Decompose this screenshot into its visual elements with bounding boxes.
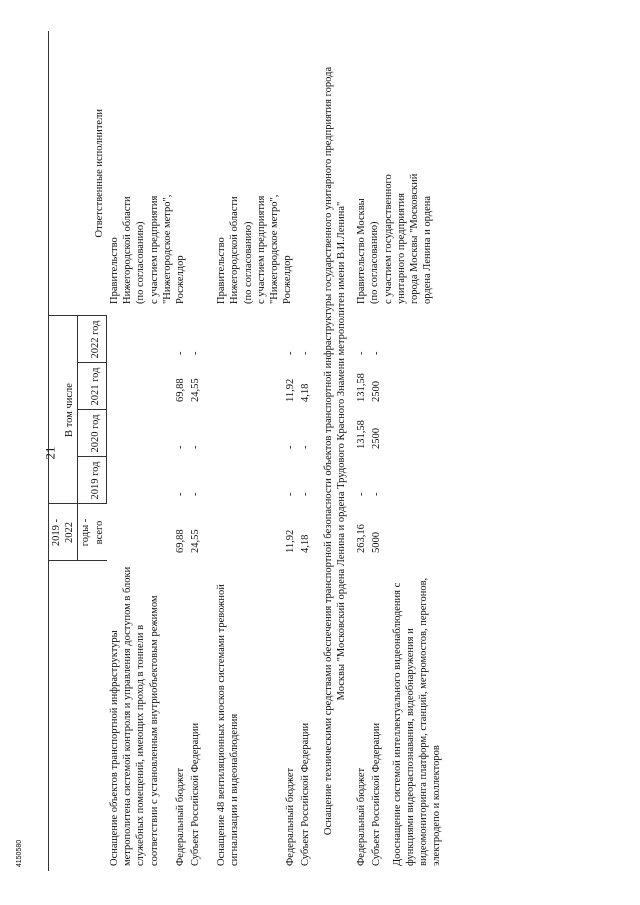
responsible-line: Правительство Москвы (356, 198, 368, 304)
value-2022: - (300, 351, 312, 355)
budget-label: Федеральный бюджет (356, 767, 368, 866)
responsible-line: ордена Ленина и ордена (422, 195, 434, 304)
responsible-line: города Москвы "Московский (408, 173, 420, 304)
responsible-line: с участием государственного (382, 174, 394, 304)
value-2019: - (356, 492, 368, 496)
activity-title: Оснащение 48 вентиляционных киосков системами тревожной сигнализации и видеонаблюдения (216, 584, 241, 866)
responsible-line: с участием предприятия (255, 195, 267, 304)
value-2021: 11,92 (285, 378, 297, 402)
table-row (203, 31, 272, 871)
header-year-2019: 2019 год (78, 457, 103, 504)
responsible-line: Правительство (108, 237, 120, 304)
budget-label: Субъект Российской Федерации (300, 722, 312, 866)
header-year-2022: 2022 год (78, 316, 103, 363)
header-period: 2019 - 2022 (49, 504, 78, 561)
value-2020: - (174, 445, 186, 449)
value-2020: - (300, 445, 312, 449)
value-total: 24,55 (189, 529, 201, 553)
value-2020: - (285, 445, 297, 449)
responsible-cell (107, 31, 203, 316)
responsible-line: с участием предприятия (148, 195, 160, 304)
value-2022: - (174, 351, 186, 355)
header-including: В том числе (49, 316, 78, 504)
value-total: 4,18 (300, 534, 312, 553)
value-2019: - (285, 492, 297, 496)
responsible-line: (по согласованию) (369, 221, 381, 304)
header-year-2021: 2021 год (78, 363, 103, 410)
value-2021: 24,55 (189, 378, 201, 402)
value-2021: 131,58 (356, 373, 368, 402)
value-2022: - (285, 351, 297, 355)
activity-title: Дооснащение системой интеллектуального видеонаблюдения с функциями видеораспознавания, видеобнаружения и видеомониторинга платформ, станций, метромостов, перегонов, электродепо и коллекторов (391, 577, 443, 866)
responsible-line: унитарного предприятия (395, 193, 407, 304)
rotated-content (48, 31, 588, 871)
value-2020: - (189, 445, 201, 449)
budget-label: Субъект Российской Федерации (371, 722, 383, 866)
activity-title: Оснащение объектов транспортной инфраструктуры метрополитена системой контроля и управления доступом в блоки служебных помещений, имеющих проход в тоннели в соответствии с установленным внутриобъектовым режимом (108, 566, 160, 866)
responsible-line: Росжелдор (174, 255, 186, 304)
value-total: 5000 (371, 532, 383, 553)
document-code: 4150580 (16, 839, 24, 868)
value-total: 263,16 (356, 524, 368, 553)
value-2019: - (189, 492, 201, 496)
table-row (314, 31, 354, 871)
budget-label: Федеральный бюджет (285, 767, 297, 866)
value-2019: - (371, 492, 383, 496)
value-2021: 69,88 (174, 378, 186, 402)
value-2022: - (356, 351, 368, 355)
responsible-line: Правительство (216, 237, 228, 304)
header-responsible: Ответственные исполнители (49, 31, 107, 316)
budget-label: Субъект Российской Федерации (189, 722, 201, 866)
value-2020: 2500 (371, 428, 383, 449)
header-total: годы - всего (78, 504, 107, 561)
responsible-line: "Нижегородское метро", (161, 194, 173, 304)
financing-table (48, 31, 444, 871)
value-2020: 131,58 (356, 420, 368, 449)
responsible-cell (354, 31, 444, 316)
responsible-cell (203, 31, 313, 316)
header-year-2020: 2020 год (78, 410, 103, 457)
responsible-line: (по согласованию) (135, 221, 147, 304)
value-2021: 4,18 (300, 383, 312, 402)
responsible-line: (по согласованию) (242, 221, 254, 304)
responsible-line: Нижегородской области (122, 196, 134, 304)
value-total: 11,92 (285, 529, 297, 553)
page-number: 21 (42, 446, 58, 460)
table-row (107, 31, 162, 871)
responsible-line: Росжелдор (282, 255, 294, 304)
table-row (354, 31, 369, 871)
responsible-line: "Нижегородское метро", (269, 194, 281, 304)
section-title: Оснащение техническими средствами обеспечения транспортной безопасности объектов транспортной инфраструктуры государственного унитарного предприятия города Москвы "Московский ордена Ленина и ордена Трудового Красного Знамени метрополитен имени В.И.Ленина" (322, 66, 347, 836)
responsible-line: Нижегородской области (229, 196, 241, 304)
value-total: 69,88 (174, 529, 186, 553)
header-activity (49, 561, 107, 871)
budget-label: Федеральный бюджет (174, 767, 186, 866)
value-2022: - (189, 351, 201, 355)
value-2019: - (300, 492, 312, 496)
value-2022: - (371, 351, 383, 355)
value-2021: 2500 (371, 381, 383, 402)
value-2019: - (174, 492, 186, 496)
